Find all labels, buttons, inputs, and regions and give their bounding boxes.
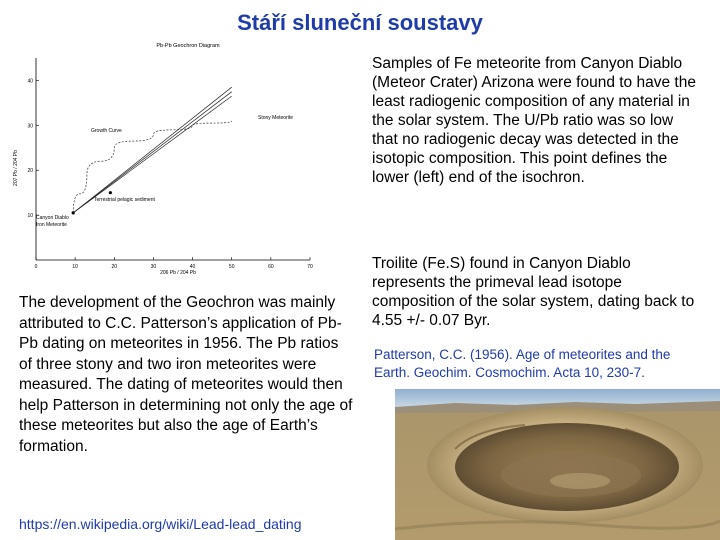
citation: Patterson, C.C. (1956). Age of meteorites and the Earth. Geochim. Cosmochim. Acta 10, 230-7. <box>374 347 671 380</box>
chart-axes <box>36 58 310 260</box>
y-tick-label: 40 <box>27 78 33 85</box>
isochron-line <box>73 87 232 213</box>
label-terrestrial-sediment: Terrestrial pelagic sediment <box>94 197 155 203</box>
x-tick-label: 20 <box>111 264 118 270</box>
y-tick-label: 10 <box>27 213 33 220</box>
y-axis-label: 207 Pb / 204 Pb <box>13 150 19 186</box>
paragraph-canyon-diablo: Samples of Fe meteorite from Canyon Diablo (Meteor Crater) Arizona were found to have the least radiogenic composition of any material in the solar system. The U/Pb ratio was so low that no radiogenic decay was detected in the isotopic composition. This point defines the lower (left) end of the isochron. <box>372 55 696 186</box>
x-tick-label: 30 <box>150 264 157 270</box>
y-tick-label: 30 <box>27 123 33 130</box>
slide-title: Stáří sluneční soustavy <box>237 10 483 35</box>
isochron-line <box>73 96 232 213</box>
chart-series <box>72 87 232 214</box>
label-growth-curve: Growth Curve <box>91 128 122 134</box>
chart-ticks <box>27 78 313 270</box>
label-canyon-diablo: Canyon Diablo <box>36 215 69 221</box>
paragraph-troilite: Troilite (Fe.S) found in Canyon Diablo represents the primeval lead isotope composition of the solar system, dating back to 4.55 +/- 0.07 Byr. <box>372 255 695 329</box>
x-tick-label: 0 <box>34 264 38 270</box>
x-tick-label: 70 <box>307 264 313 270</box>
x-axis-label: 206 Pb / 204 Pb <box>160 270 196 276</box>
x-tick-label: 10 <box>72 264 78 270</box>
y-tick-label: 20 <box>27 168 33 175</box>
chart-title: Pb-Pb Geochron Diagram <box>156 43 220 49</box>
wikipedia-link[interactable]: https://en.wikipedia.org/wiki/Lead-lead_dating <box>19 516 302 532</box>
x-tick-label: 60 <box>268 264 274 270</box>
label-iron-meteorite: Iron Meteorite <box>36 222 67 228</box>
isochron-line <box>73 92 232 213</box>
meteor-crater-photo <box>395 389 720 540</box>
x-tick-label: 40 <box>189 264 196 270</box>
data-point <box>109 191 112 194</box>
label-stony-meteorite: Stony Meteorite <box>258 115 294 121</box>
x-tick-label: 50 <box>228 264 235 270</box>
geochron-chart-svg <box>10 38 355 278</box>
data-point <box>72 211 75 214</box>
geochron-chart <box>10 38 355 278</box>
chart-labels <box>36 115 293 228</box>
paragraph-geochron-development: The development of the Geochron was mainly attributed to C.C. Patterson’s application of Pb-Pb dating on meteorites in 1956. The Pb ratios of three stony and two iron meteorites were measured. The dating of meteorites would then help Patterson in determining not only the age of these meteorites but also the age of Earth’s formation. <box>19 294 353 455</box>
